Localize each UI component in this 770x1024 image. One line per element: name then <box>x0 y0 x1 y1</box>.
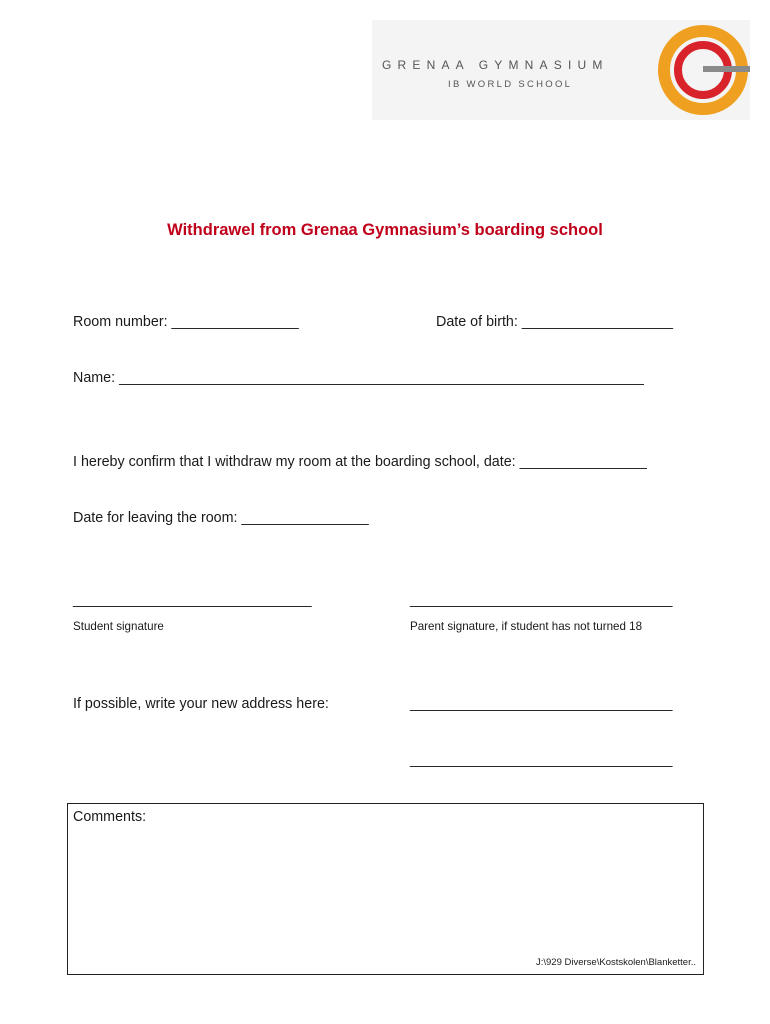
school-subtitle: IB WORLD SCHOOL <box>448 79 573 90</box>
date-of-birth-field[interactable]: Date of birth: ___________________ <box>436 314 673 330</box>
address-line-1[interactable]: _________________________________ <box>410 696 673 712</box>
school-name: GRENAA GYMNASIUM <box>382 58 609 72</box>
form-title: Withdrawel from Grenaa Gymnasium’s boarding school <box>167 221 603 239</box>
school-logo-icon <box>656 23 750 117</box>
parent-signature-line[interactable]: _________________________________ <box>410 592 673 608</box>
room-number-field[interactable]: Room number: ________________ <box>73 314 299 330</box>
student-signature-line[interactable]: ______________________________ <box>73 592 312 608</box>
withdraw-confirm-field[interactable]: I hereby confirm that I withdraw my room at the boarding school, date: ________________ <box>73 454 647 470</box>
file-path-footer: J:\929 Diverse\Kostskolen\Blanketter.. <box>536 957 696 968</box>
address-line-2[interactable]: _________________________________ <box>410 752 673 768</box>
name-field[interactable]: Name: __________________________________________________________________ <box>73 370 644 386</box>
new-address-label: If possible, write your new address here: <box>73 696 329 712</box>
comments-box[interactable] <box>67 803 704 975</box>
student-signature-label: Student signature <box>73 620 164 633</box>
logo-bar <box>703 66 750 72</box>
comments-label: Comments: <box>73 809 147 825</box>
parent-signature-label: Parent signature, if student has not turned 18 <box>410 620 643 633</box>
school-logo-header <box>372 20 750 120</box>
leaving-date-field[interactable]: Date for leaving the room: ________________ <box>73 510 369 526</box>
